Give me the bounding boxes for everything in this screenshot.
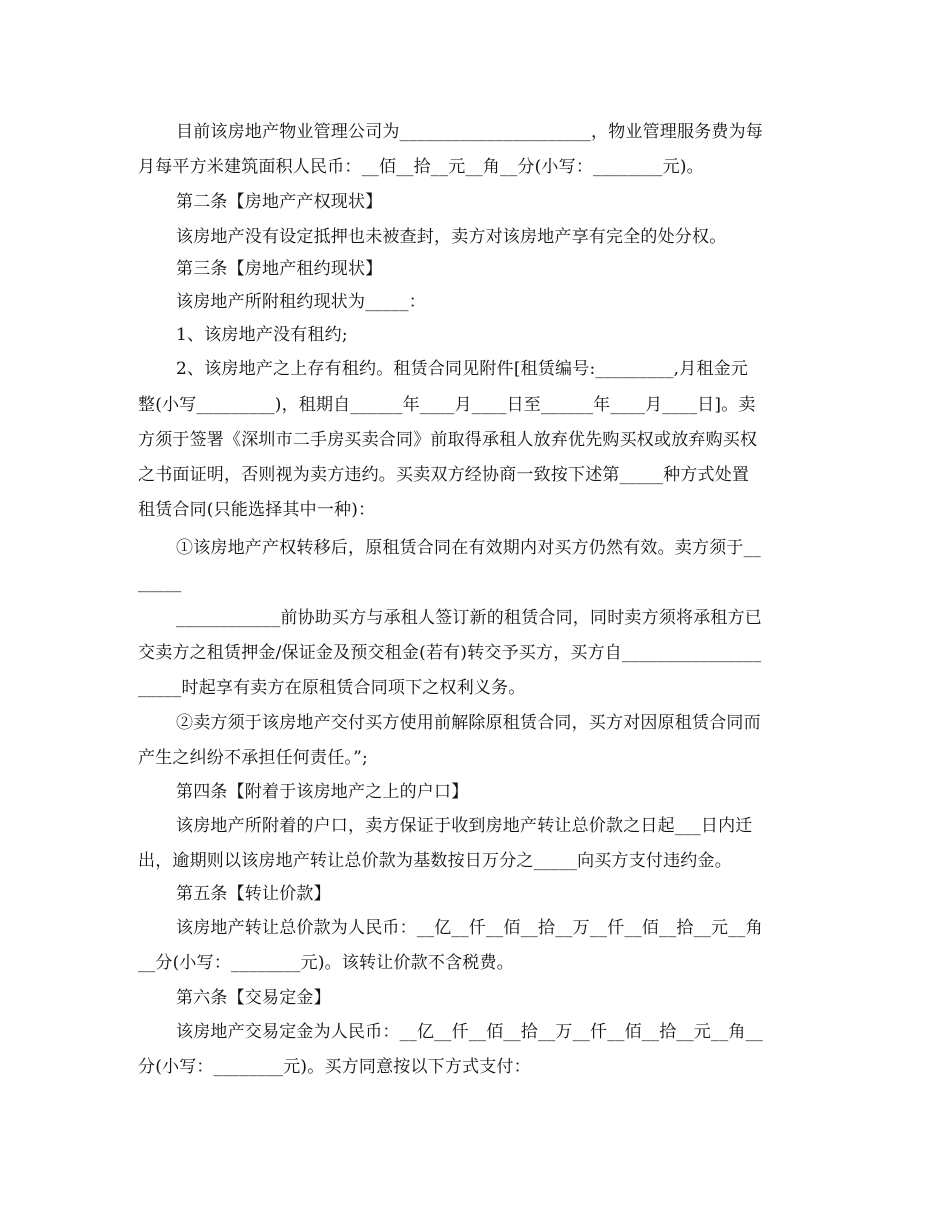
paragraph-line: 出，逾期则以该房地产转让总价款为基数按日万分之_____向买方支付违约金。: [138, 851, 732, 871]
paragraph-line: 该房地产没有设定抵押也未被查封，卖方对该房地产享有完全的处分权。: [176, 227, 727, 247]
list-item: 2、该房地产之上存有租约。租赁合同见附件[租赁编号:_________,月租金元: [176, 359, 749, 379]
paragraph-line: 之书面证明，否则视为卖方违约。买卖双方经协商一致按下述第_____种方式处置: [138, 465, 750, 485]
paragraph-line: 产生之纠纷不承担任何责任。”;: [138, 748, 368, 768]
paragraph-line: 目前该房地产物业管理公司为______________________，物业管理服务费为每: [176, 122, 763, 142]
paragraph-line: 该房地产所附租约现状为_____：: [176, 292, 426, 312]
paragraph-line: 方须于签署《深圳市二手房买卖合同》前取得承租人放弃优先购买权或放弃购买权: [138, 430, 758, 450]
paragraph-line: __分(小写：________元)。该转让价款不含税费。: [138, 953, 514, 973]
paragraph-line: 分(小写：________元)。买方同意按以下方式支付：: [138, 1057, 531, 1077]
paragraph-line: 月每平方米建筑面积人民币：__佰__拾__元__角__分(小写：________元)。: [138, 157, 704, 177]
paragraph-line: _____: [138, 573, 182, 593]
paragraph-line: 整(小写_________)，租期自______年____月____日至______年____月____日]。卖: [138, 395, 756, 415]
section-heading: 第六条【交易定金】: [176, 988, 331, 1008]
section-heading: 第四条【附着于该房地产之上的户口】: [176, 782, 469, 802]
list-item: 1、该房地产没有租约;: [176, 325, 348, 345]
paragraph-line: 租赁合同(只能选择其中一种)：: [138, 500, 376, 520]
list-item: ①该房地产产权转移后，原租赁合同在有效期内对买方仍然有效。卖方须于__: [176, 538, 761, 558]
paragraph-line: 该房地产交易定金为人民币：__亿__仟__佰__拾__万__仟__佰__拾__元__角__: [176, 1022, 763, 1042]
list-item: ②卖方须于该房地产交付买方使用前解除原租赁合同，买方对因原租赁合同而: [176, 713, 761, 733]
paragraph-line: ____________前协助买方与承租人签订新的租赁合同，同时卖方须将承租方已: [176, 608, 762, 628]
paragraph-line: 该房地产所附着的户口，卖方保证于收到房地产转让总价款之日起___日内迁: [176, 816, 753, 836]
paragraph-line: 该房地产转让总价款为人民币：__亿__仟__佰__拾__万__仟__佰__拾__元__角: [176, 918, 763, 938]
section-heading: 第三条【房地产租约现状】: [176, 259, 383, 279]
section-heading: 第二条【房地产产权现状】: [176, 192, 383, 212]
paragraph-line: 交卖方之租赁押金/保证金及预交租金(若有)转交予买方，买方自________________: [138, 643, 762, 663]
paragraph-line: _____时起享有卖方在原租赁合同项下之权利义务。: [138, 678, 526, 698]
section-heading: 第五条【转让价款】: [176, 884, 331, 904]
